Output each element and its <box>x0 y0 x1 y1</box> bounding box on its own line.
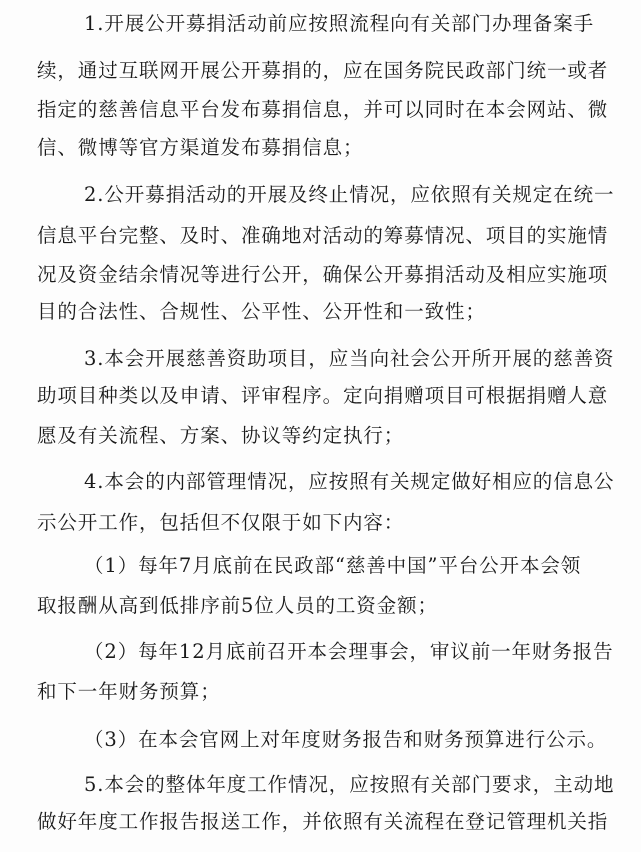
text-line: 助项目种类以及申请、评审程序。定向捐赠项目可根据捐赠人意 <box>37 384 609 407</box>
text-line: 取报酬从高到低排序前5位人员的工资金额； <box>37 594 438 617</box>
text-line: 1.开展公开募捐活动前应按照流程向有关部门办理备案手 <box>84 12 595 35</box>
text-line: （2）每年12月底前召开本会理事会，审议前一年财务报告 <box>84 640 614 663</box>
text-line: 况及资金结余情况等进行公开，确保公开募捐活动及相应实施项 <box>37 263 609 286</box>
text-line: 3.本会开展慈善资助项目，应当向社会公开所开展的慈善资 <box>84 347 615 370</box>
text-line: 续，通过互联网开展公开募捐的，应在国务院民政部门统一或者 <box>37 59 609 82</box>
text-line: 目的合法性、合规性、公平性、公开性和一致性； <box>37 300 486 323</box>
text-line: 和下一年财务预算； <box>37 680 221 703</box>
text-line: 5.本会的整体年度工作情况，应按照有关部门要求，主动地 <box>84 773 615 796</box>
text-line: 愿及有关流程、方案、协议等约定执行； <box>37 424 405 447</box>
text-line: 信、微博等官方渠道发布募捐信息； <box>37 136 364 159</box>
text-line: （3）在本会官网上对年度财务报告和财务预算进行公示。 <box>84 728 608 751</box>
text-line: 2.公开募捐活动的开展及终止情况，应依照有关规定在统一 <box>84 183 615 206</box>
text-line: 指定的慈善信息平台发布募捐信息，并可以同时在本会网站、微 <box>37 98 609 121</box>
text-line: 做好年度工作报告报送工作，并依照有关流程在登记管理机关指 <box>37 810 609 833</box>
text-line: 4.本会的内部管理情况，应按照有关规定做好相应的信息公 <box>84 470 615 493</box>
text-line: （1）每年7月底前在民政部“慈善中国”平台公开本会领 <box>84 554 582 577</box>
text-line: 示公开工作，包括但不仅限于如下内容： <box>37 511 405 534</box>
text-line: 信息平台完整、及时、准确地对活动的筹募情况、项目的实施情 <box>37 224 609 247</box>
